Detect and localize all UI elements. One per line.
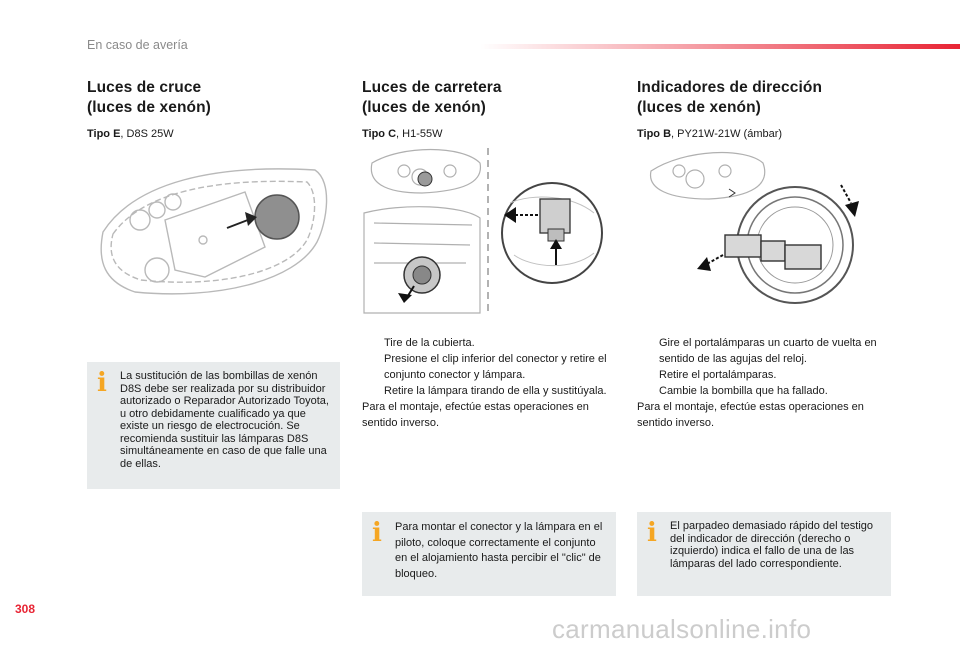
info-box-xenon-warning: i La sustitución de las bombillas de xenón D8S debe ser realizada por su distribuidor autorizado o Reparador Autorizado Toyota, u otro debidamente cualificado ya que existe un riesgo de electrocución. Se recomienda sustituir las lámparas D8S simultáneamente en caso de que falle una de ellas. bbox=[87, 362, 340, 489]
header-accent-bar bbox=[480, 44, 960, 49]
step-item: Tire de la cubierta. bbox=[384, 337, 475, 349]
turn-indicator-bulb-type: Tipo B, PY21W-21W (ámbar) bbox=[637, 128, 783, 140]
info-box-connector-tip: i Para montar el conector y la lámpara en el piloto, coloque correctamente el conjunto en el alojamiento hasta percibir el "clic" de bloqueo. bbox=[362, 512, 616, 596]
column-turn-indicator bbox=[637, 78, 897, 140]
section-header-title: En caso de avería bbox=[87, 38, 188, 52]
high-beam-headlamp-illustration bbox=[362, 143, 617, 315]
page-number: 308 bbox=[15, 602, 36, 616]
step-item: Gire el portalámparas un cuarto de vuelta en sentido de las agujas del reloj. bbox=[659, 337, 877, 365]
turn-indicator-title: Indicadores de dirección (luces de xenón) bbox=[637, 79, 823, 116]
high-beam-title: Luces de carretera (luces de xenón) bbox=[362, 79, 502, 116]
column-high-beam bbox=[362, 78, 622, 140]
step-item: Retire el portalámparas. bbox=[659, 369, 777, 381]
info-box-fast-blink: i El parpadeo demasiado rápido del testigo del indicador de dirección (derecho o izquierdo) indica el fallo de una de las lámparas del lado correspondiente. bbox=[637, 512, 891, 596]
turn-indicator-steps bbox=[637, 335, 895, 431]
info-icon: i bbox=[372, 518, 382, 548]
low-beam-title: Luces de cruce (luces de xenón) bbox=[87, 79, 211, 116]
turn-indicator-headlamp-illustration bbox=[645, 145, 875, 310]
step-item: Presione el clip inferior del conector y retire el conjunto conector y lámpara. bbox=[384, 353, 607, 381]
high-beam-bulb-type: Tipo C, H1-55W bbox=[362, 128, 443, 140]
step-item: Cambie la bombilla que ha fallado. bbox=[659, 385, 828, 397]
site-watermark: carmanualsonline.info bbox=[552, 614, 812, 644]
low-beam-headlamp-illustration bbox=[95, 152, 335, 302]
step-item: Retire la lámpara tirando de ella y sustitúyala. bbox=[384, 385, 607, 397]
low-beam-bulb-type: Tipo E, D8S 25W bbox=[87, 128, 174, 140]
column-low-beam bbox=[87, 78, 347, 140]
info-icon: i bbox=[97, 368, 107, 398]
reassembly-note: Para el montaje, efectúe estas operaciones en sentido inverso. bbox=[637, 401, 864, 429]
info-icon: i bbox=[647, 518, 657, 548]
reassembly-note: Para el montaje, efectúe estas operaciones en sentido inverso. bbox=[362, 401, 589, 429]
high-beam-steps bbox=[362, 335, 620, 431]
